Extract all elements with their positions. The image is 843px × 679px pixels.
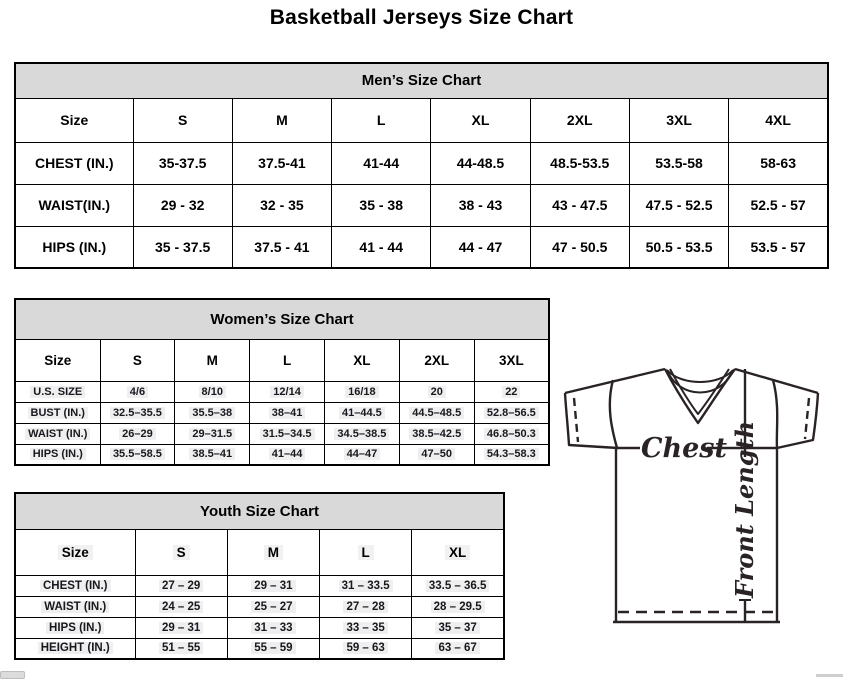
men-row-label-text: HIPS (IN.) [42,238,107,255]
women-value-text: 54.3–58.3 [484,448,539,460]
women-value-cell [100,381,175,402]
jersey-measurement-diagram [561,358,833,628]
women-value-text: 35.5–58.5 [110,448,165,460]
men-value-cell [332,184,431,226]
women-column-header [474,339,549,381]
men-value-text: 43 - 47.5 [552,197,608,213]
women-value-cell [324,423,399,444]
men-value-text: 58-63 [760,155,796,171]
women-value-text: 44–47 [344,448,381,460]
men-value-text: 41 - 44 [359,238,403,255]
men-value-cell [729,184,828,226]
youth-value-text: 33 – 35 [343,622,387,634]
jersey-shoulder-right [735,369,818,393]
women-value-cell [100,423,175,444]
youth-value-text: 29 – 31 [251,580,295,592]
women-value-text: 38–41 [269,407,306,419]
men-column-header-text: Size [60,112,89,128]
men-value-cell [133,226,232,268]
youth-value-cell [412,596,504,617]
men-column-header-text: S [177,112,188,128]
youth-value-cell [227,617,319,638]
youth-value-text: 27 – 28 [343,601,387,613]
men-value-cell [133,142,232,184]
men-value-text: 44-48.5 [456,155,505,171]
youth-column-header-text: XL [445,545,470,560]
men-value-text: 35 - 38 [359,197,403,213]
men-value-text: 44 - 47 [458,238,503,255]
women-value-text: 20 [428,386,446,398]
women-value-cell [474,402,549,423]
women-value-text: 32.5–35.5 [110,407,165,419]
jersey-seam-left [610,380,617,448]
jersey-sleeve-right-dash [805,398,809,439]
women-row-label [15,423,100,444]
youth-column-header [135,529,227,575]
women-value-cell [250,402,325,423]
women-value-text: 31.5–34.5 [260,428,315,440]
men-value-text: 35 - 37.5 [155,238,211,255]
youth-value-cell [320,617,412,638]
women-column-header [15,339,100,381]
men-value-text: 52.5 - 57 [750,197,806,213]
men-chart-title: Men’s Size Chart [15,63,828,98]
youth-value-cell [135,575,227,596]
youth-value-cell [320,575,412,596]
men-value-text: 47.5 - 52.5 [645,197,713,213]
youth-value-text: 33.5 – 36.5 [426,580,490,592]
men-column-header-text: 3XL [666,112,692,128]
youth-value-text: 29 – 31 [159,622,203,634]
women-value-cell [175,402,250,423]
men-column-header [332,98,431,142]
men-value-cell [629,184,728,226]
women-value-text: 47–50 [418,448,455,460]
youth-value-cell [227,638,319,659]
jersey-sleeve-left-dash [574,398,578,442]
women-row-label [15,444,100,465]
women-value-text: 8/10 [199,386,226,398]
women-value-cell [175,423,250,444]
men-value-cell [530,184,629,226]
men-row-label [15,226,133,268]
men-value-cell [629,226,728,268]
men-value-text: 32 - 35 [260,197,304,213]
youth-column-header [320,529,412,575]
youth-value-cell [135,596,227,617]
men-value-cell [530,226,629,268]
women-table-row [15,444,549,465]
youth-chart-title: Youth Size Chart [15,493,504,529]
scrollbar-fragment-right [816,674,843,677]
women-value-text: 38.5–42.5 [409,428,464,440]
mens-size-chart-table [14,62,829,269]
women-column-header-text: 3XL [498,352,524,368]
men-column-header-text: XL [471,112,490,128]
youth-row-label [15,596,135,617]
women-row-label-text: HIPS (IN.) [30,448,86,460]
youth-value-cell [412,617,504,638]
men-value-text: 35-37.5 [158,155,207,171]
youth-value-text: 35 – 37 [435,622,479,634]
men-column-header [729,98,828,142]
youth-size-chart-table [14,492,505,660]
women-column-header [100,339,175,381]
youth-table-row [15,596,504,617]
men-value-text: 29 - 32 [160,197,205,213]
women-column-header [250,339,325,381]
youth-column-header [15,529,135,575]
women-value-cell [399,402,474,423]
youth-row-label [15,638,135,659]
youth-table-row [15,575,504,596]
youth-column-header-text: L [358,545,374,560]
youth-value-cell [135,617,227,638]
youth-row-label-text: HEIGHT (IN.) [38,642,113,654]
men-value-cell [133,184,232,226]
youth-column-header [227,529,319,575]
youth-value-text: 55 – 59 [251,642,295,654]
men-value-text: 47 - 50.5 [552,238,608,255]
women-value-text: 41–44 [269,448,306,460]
men-value-cell [431,142,530,184]
chest-label: Chest [641,433,727,464]
women-value-text: 26–29 [119,428,156,440]
men-column-header [530,98,629,142]
men-column-header [232,98,331,142]
women-value-cell [474,381,549,402]
youth-value-cell [227,575,319,596]
youth-row-label [15,617,135,638]
women-row-label [15,402,100,423]
youth-value-text: 31 – 33 [251,622,295,634]
youth-value-cell [320,596,412,617]
jersey-shoulder-left [565,369,665,393]
youth-column-header-text: Size [58,545,93,560]
youth-column-header [412,529,504,575]
women-value-cell [399,444,474,465]
youth-value-text: 24 – 25 [159,601,203,613]
jersey-diagram-svg [561,358,833,628]
men-value-cell [431,184,530,226]
scrollbar-thumb-fragment-left[interactable] [0,671,25,679]
women-table-row [15,381,549,402]
women-table-row [15,402,549,423]
youth-value-cell [135,638,227,659]
women-column-header-text: M [206,352,218,368]
men-table-row [15,226,828,268]
men-value-cell [431,226,530,268]
youth-row-label [15,575,135,596]
women-column-header-text: L [282,352,292,368]
men-column-header [133,98,232,142]
youth-value-cell [227,596,319,617]
men-value-text: 38 - 43 [458,197,503,213]
men-row-label [15,184,133,226]
men-row-label-text: WAIST(IN.) [38,197,111,213]
women-value-text: 35.5–38 [189,407,235,419]
men-value-text: 53.5 - 57 [750,238,806,255]
women-value-cell [324,402,399,423]
youth-value-text: 27 – 29 [159,580,203,592]
women-column-header [324,339,399,381]
women-value-cell [175,381,250,402]
men-column-header-text: 4XL [765,112,791,128]
women-value-text: 16/18 [345,386,379,398]
women-value-text: 38.5–41 [189,448,235,460]
page-title: Basketball Jerseys Size Chart [269,6,574,29]
men-row-label-text: CHEST (IN.) [34,155,114,171]
women-value-cell [474,444,549,465]
youth-table-row [15,617,504,638]
youth-value-text: 63 – 67 [435,642,479,654]
women-row-label-text: U.S. SIZE [30,386,85,398]
women-value-cell [100,402,175,423]
men-value-cell [232,226,331,268]
youth-value-cell [320,638,412,659]
youth-value-cell [412,638,504,659]
men-value-cell [729,226,828,268]
jersey-sleeve-right-outline [777,393,818,448]
women-column-header-text: S [132,352,142,368]
youth-column-header-text: M [264,545,283,560]
women-value-text: 34.5–38.5 [334,428,389,440]
women-value-cell [399,423,474,444]
women-value-text: 12/14 [270,386,304,398]
men-value-cell [530,142,629,184]
women-value-cell [250,423,325,444]
women-column-header-text: Size [44,352,72,368]
men-column-header [15,98,133,142]
women-row-label-text: WAIST (IN.) [25,428,90,440]
women-row-label [15,381,100,402]
womens-size-chart-table [14,298,550,466]
jersey-seam-right [773,380,777,448]
men-value-cell [332,226,431,268]
men-value-text: 50.5 - 53.5 [645,238,713,255]
women-column-header-text: XL [353,352,371,368]
youth-value-text: 51 – 55 [159,642,203,654]
men-table-row [15,142,828,184]
women-value-cell [399,381,474,402]
men-column-header [629,98,728,142]
women-value-cell [474,423,549,444]
youth-table-row [15,638,504,659]
men-column-header-text: L [376,112,386,128]
men-column-header [431,98,530,142]
youth-row-label-text: CHEST (IN.) [40,580,111,592]
women-value-cell [175,444,250,465]
women-value-text: 41–44.5 [339,407,385,419]
women-value-text: 29–31.5 [189,428,235,440]
women-value-text: 4/6 [127,386,148,398]
men-value-text: 37.5-41 [258,155,306,171]
women-row-label-text: BUST (IN.) [28,407,88,419]
youth-value-cell [412,575,504,596]
women-value-cell [100,444,175,465]
men-value-cell [232,142,331,184]
youth-value-text: 25 – 27 [251,601,295,613]
youth-row-label-text: HIPS (IN.) [46,622,104,634]
women-value-cell [250,381,325,402]
women-value-text: 44.5–48.5 [409,407,464,419]
women-value-text: 52.8–56.5 [484,407,539,419]
men-row-label [15,142,133,184]
youth-column-header-text: S [173,545,190,560]
men-value-text: 41-44 [363,155,400,171]
youth-row-label-text: WAIST (IN.) [41,601,109,613]
men-value-text: 48.5-53.5 [550,155,610,171]
men-column-header-text: M [276,112,288,128]
women-table-row [15,423,549,444]
women-value-text: 22 [502,386,520,398]
women-column-header [175,339,250,381]
front-length-label: Front Length [730,420,759,598]
men-value-cell [729,142,828,184]
women-value-text: 46.8–50.3 [484,428,539,440]
men-value-cell [629,142,728,184]
youth-value-text: 59 – 63 [343,642,387,654]
women-value-cell [324,444,399,465]
men-value-text: 37.5 - 41 [254,238,310,255]
youth-value-text: 31 – 33.5 [339,580,393,592]
men-table-row [15,184,828,226]
men-value-text: 53.5-58 [655,155,703,171]
women-column-header-text: 2XL [424,352,450,368]
women-chart-title: Women’s Size Chart [15,299,549,339]
men-value-cell [232,184,331,226]
women-column-header [399,339,474,381]
men-value-cell [332,142,431,184]
women-value-cell [250,444,325,465]
women-value-cell [324,381,399,402]
youth-value-text: 28 – 29.5 [431,601,485,613]
men-column-header-text: 2XL [566,112,593,128]
